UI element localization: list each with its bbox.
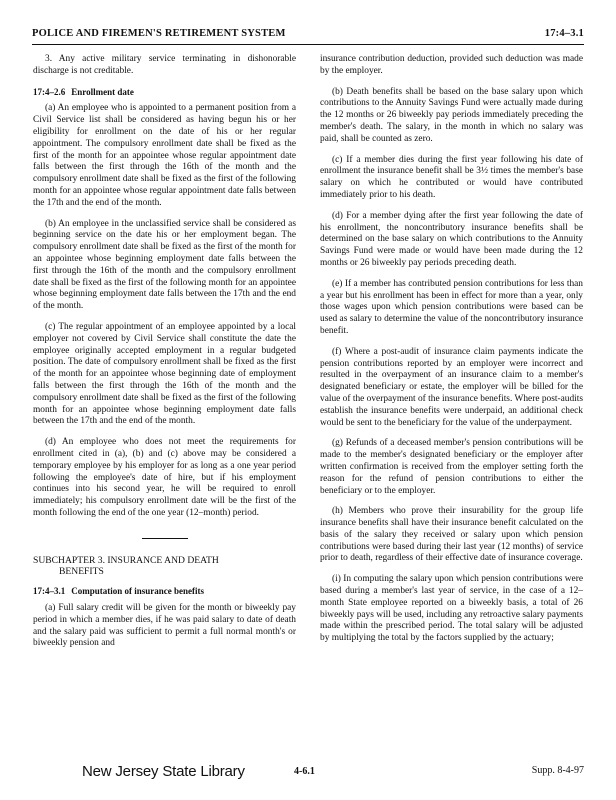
left-column [33,54,296,659]
paragraph-d: (d) An employee who does not meet the requirements for enrollment cited in (a), (b) and (c) above may be considered a temporary employee by his employer for as long as a one year period following the employee's date of hire, but if his employment continues into his second year, he will be required to enroll immediately; his compulsory enrollment date will be the first of the month following the end of the one year (12–month) period. [33,437,296,518]
library-stamp: New Jersey State Library [82,763,245,780]
header-title: POLICE AND FIREMEN'S RETIREMENT SYSTEM [32,28,286,39]
paragraph-b: (b) An employee in the unclassified service shall be considered as beginning service on the date his or her employment began. The compulsory enrollment date shall be fixed as the first of the month for an appointee whose beginning employment date falls between the first through the 16th of the month and the compulsory enrollment date shall be fixed as the first of the following month for an appointee whose beginning employment date falls between the 17th and the end of the month. [33,218,296,312]
continuation-text: insurance contribution deduction, provided such deduction was made by the employer. [320,54,583,76]
paragraph-d: (d) For a member dying after the first year following the date of his enrollment, the noncontributory insurance benefits shall be determined on the base salary on which contributions to the Annuity Savings Fund were made or would have been made during the 12 months or 26 biweekly pay periods preceding death. [320,210,583,268]
paragraph-h: (h) Members who prove their insurability for the group life insurance benefits shall have their insurance benefit calculated on the basis of the salary they received or salary upon which pension contributions were based during their last year (12 months) of service prior to death, regardless of their effective date of insurance coverage. [320,506,583,564]
subchapter-heading [33,555,296,579]
section-heading-2-6 [33,87,296,99]
supplement-date: Supp. 8-4-97 [531,765,584,776]
subchapter-line-1: SUBCHAPTER 3. INSURANCE AND DEATH [33,554,219,566]
page-footer [32,757,584,781]
paragraph-c: (c) The regular appointment of an employee appointed by a local employer not covered by Civil Service shall constitute the date the employee originally accepted employment in a regular budgeted position. The date of compulsory enrollment shall be fixed as the first of the month for an appointee whose beginning date of employment falls between the first through the 16th of the month and the compulsory enrollment date shall be fixed as the first of the following month for an appointee whose beginning employment date falls between the 17th and the end of the month. [33,321,296,427]
paragraph-g: (g) Refunds of a deceased member's pension contributions will be made to the member's designated beneficiary or the employer after written confirmation is received from the employer setting forth the reason for the refund of pension contributions to either the beneficiary or to the employer. [320,438,583,496]
paragraph-e: (e) If a member has contributed pension contributions for less than a year but his enrollment has been in effect for more than a year, only those wages upon which pension contributions were based can be used as salary to determine the value of the noncontributory insurance benefit. [320,278,583,336]
paragraph-3-1-a: (a) Full salary credit will be given for the month or biweekly pay period in which a member dies, if he was paid salary to date of death and the salary paid was sufficient to permit a full normal month's or biweekly pension and [33,603,296,649]
section-heading-3-1 [33,586,296,598]
paragraph-i: (i) In computing the salary upon which pension contributions were based during a member's last year of service, in the case of a 12–month State employee reported on a biweekly basis, a total of 26 biweekly pays will be used, including any retroactive salary payments made within the prescribed period. The total salary will be adjusted by multiplying the total by the factors supplied by the actuary; [320,574,583,644]
item-3-text: 3. Any active military service terminating in dishonorable discharge is not creditable. [33,54,296,76]
running-header [32,28,584,44]
paragraph-c: (c) If a member dies during the first year following his date of enrollment the insurance benefit shall be 3½ times the member's base salary on which he contributed or would have contributed immediately prior to his death. [320,154,583,200]
paragraph-a: (a) An employee who is appointed to a permanent position from a Civil Service list shall be considered as having begun his or her eligibility for enrollment on the date of his or her regular appointment. The compulsory enrollment date shall be fixed as the first of the month for an appointee whose regular appointment date falls between the first through the 16th of the month and the compulsory enrollment date shall be fixed as the first of the following month for an appointee whose regular appointment date falls between the 17th and the end of the month. [33,103,296,208]
right-column [320,54,583,654]
header-rule [32,44,584,45]
section-divider [142,538,188,539]
paragraph-f: (f) Where a post-audit of insurance claim payments indicate the pension contributions reported by an employer were incorrect and resulted in the overpayment of an insurance claim to a member's designated beneficiary or estate, the employer will be billed for the value of the overpayment of the insurance benefits. Where post-audits establish the insurance benefits were underpaid, an additional check would be sent to the beneficiary for the value of the underpayment. [320,346,583,428]
section-number: 17:4–2.6 [33,86,66,97]
subchapter-line-2: BENEFITS [59,566,104,578]
page-number: 4-6.1 [294,766,315,777]
section-title: Computation of insurance benefits [71,586,205,597]
paragraph-b: (b) Death benefits shall be based on the base salary upon which contributions to the Annuity Savings Fund were actually made during the 12 months or 26 biweekly pay periods immediately preceding the member's death. The salary, in the month in which no salary was paid, shall be counted as zero. [320,86,583,144]
section-title: Enrollment date [71,86,134,97]
section-number: 17:4–3.1 [33,586,66,597]
header-section-number: 17:4–3.1 [544,28,584,39]
